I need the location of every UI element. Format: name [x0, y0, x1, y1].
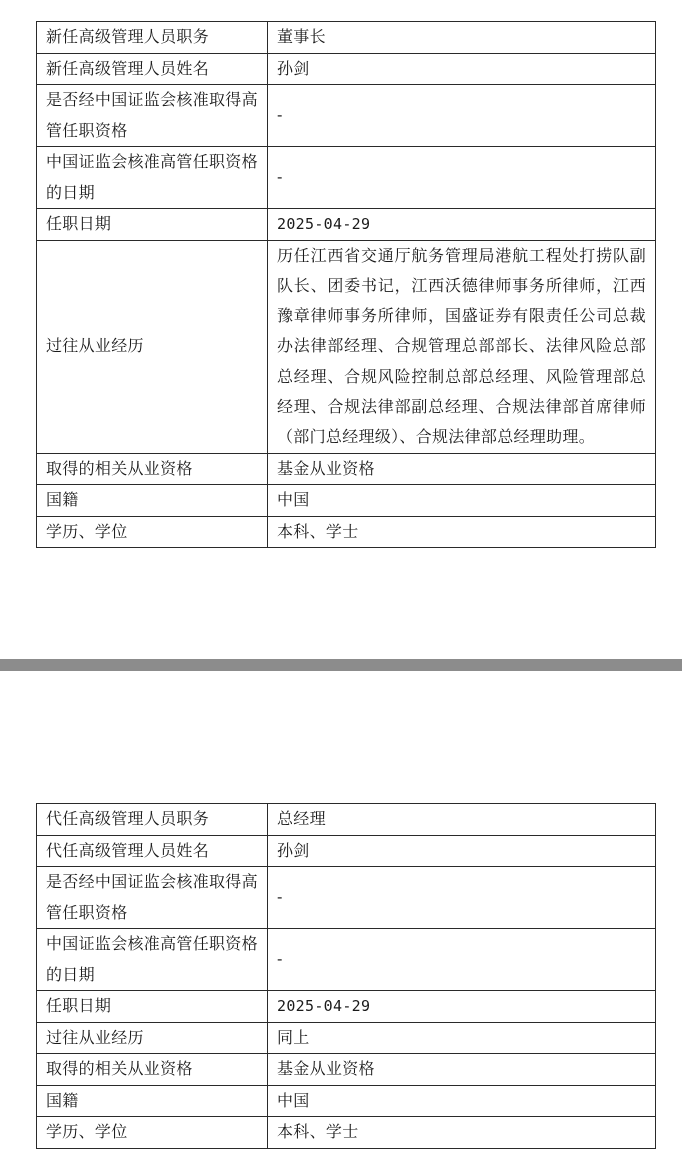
table-row: [37, 209, 656, 241]
table-row: [37, 453, 656, 485]
table-row: [37, 22, 656, 54]
table-row: [37, 147, 656, 209]
row-value: -: [268, 85, 656, 147]
acting-executive-table: [36, 803, 656, 1149]
table-row: [37, 1085, 656, 1117]
row-label: 中国证监会核准高管任职资格的日期: [37, 929, 268, 991]
row-value: 孙剑: [268, 53, 656, 85]
row-label: 新任高级管理人员职务: [37, 22, 268, 54]
row-label: 代任高级管理人员职务: [37, 804, 268, 836]
career-history-text: 历任江西省交通厅航务管理局港航工程处打捞队副队长、团委书记，江西沃德律师事务所律师，江西豫章律师事务所律师，国盛证券有限责任公司总裁办法律部经理、合规管理总部部长、法律风险总部总经理、合规风险控制总部总经理、风险管理部总经理、合规法律部副总经理、合规法律部首席律师（部门总经理级）、合规法律部总经理助理。: [268, 240, 656, 453]
row-label: 学历、学位: [37, 516, 268, 548]
row-label: 任职日期: [37, 209, 268, 241]
row-label: 代任高级管理人员姓名: [37, 835, 268, 867]
row-label: 是否经中国证监会核准取得高管任职资格: [37, 867, 268, 929]
table-row: [37, 240, 656, 453]
row-label: 取得的相关从业资格: [37, 1054, 268, 1086]
row-label: 任职日期: [37, 991, 268, 1023]
row-label: 新任高级管理人员姓名: [37, 53, 268, 85]
row-value: -: [268, 867, 656, 929]
row-value: 董事长: [268, 22, 656, 54]
table-row: [37, 804, 656, 836]
row-label: 是否经中国证监会核准取得高管任职资格: [37, 85, 268, 147]
row-value: 基金从业资格: [268, 1054, 656, 1086]
row-label: 国籍: [37, 485, 268, 517]
row-label: 过往从业经历: [37, 1022, 268, 1054]
row-label: 学历、学位: [37, 1117, 268, 1149]
table-row: [37, 929, 656, 991]
table-row: [37, 53, 656, 85]
row-value: 中国: [268, 485, 656, 517]
table-row: [37, 1022, 656, 1054]
row-value: 基金从业资格: [268, 453, 656, 485]
row-value: 本科、学士: [268, 1117, 656, 1149]
row-value: 孙剑: [268, 835, 656, 867]
row-label: 中国证监会核准高管任职资格的日期: [37, 147, 268, 209]
table-row: [37, 867, 656, 929]
row-value: 同上: [268, 1022, 656, 1054]
table-row: [37, 1117, 656, 1149]
row-label: 取得的相关从业资格: [37, 453, 268, 485]
page-separator: [0, 659, 682, 671]
row-value: 2025-04-29: [268, 991, 656, 1023]
row-value: 中国: [268, 1085, 656, 1117]
table-row: [37, 516, 656, 548]
table-row: [37, 835, 656, 867]
new-executive-table: [36, 21, 656, 548]
row-value: 总经理: [268, 804, 656, 836]
table-row: [37, 485, 656, 517]
row-value: -: [268, 147, 656, 209]
table-row: [37, 991, 656, 1023]
row-value: 本科、学士: [268, 516, 656, 548]
table-row: [37, 85, 656, 147]
row-label: 过往从业经历: [37, 240, 268, 453]
row-value: -: [268, 929, 656, 991]
table-row: [37, 1054, 656, 1086]
row-label: 国籍: [37, 1085, 268, 1117]
row-value: 2025-04-29: [268, 209, 656, 241]
